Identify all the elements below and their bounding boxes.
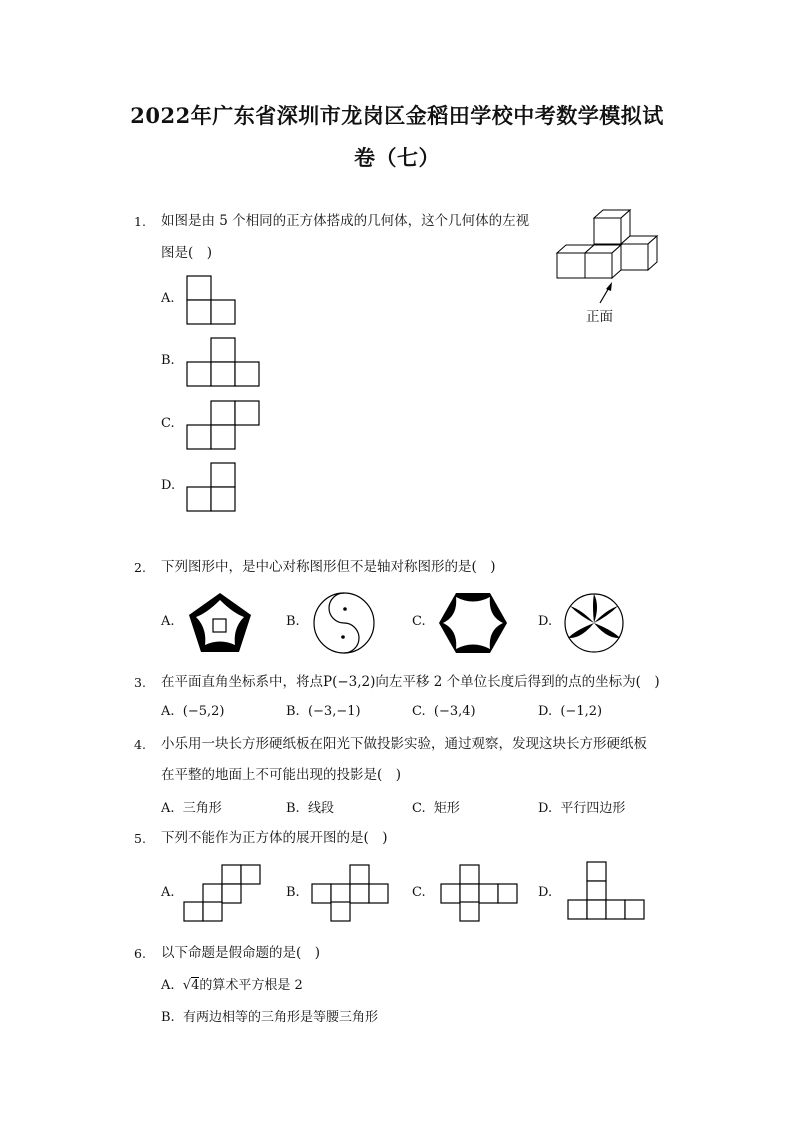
q3-option-d[interactable] [538,704,602,719]
q1-text-line2: 图是( ) [161,245,213,261]
q1-option-d-figure[interactable] [186,462,236,512]
q5-option-b-net-figure[interactable] [311,864,391,922]
q6-option-b-label: B. [161,1010,175,1025]
q4-option-b[interactable] [286,797,334,816]
q2-option-c-hexagon-figure[interactable] [438,592,508,654]
q2-option-c-label[interactable]: C. [412,614,426,629]
q4-option-a-label: A. [161,801,175,816]
q3-option-c-value: (−3,4) [433,704,476,719]
q5-number: 5. [134,831,146,846]
q2-option-b-taiji-figure[interactable] [311,592,377,654]
q1-text-line1: 如图是由 5 个相同的正方体搭成的几何体，这个几何体的左视 [161,213,530,229]
q4-option-d-value: 平行四边形 [560,801,626,816]
q2-text: 下列图形中，是中心对称图形但不是轴对称图形的是( ) [161,559,496,575]
q2-option-d-trefoil-figure[interactable] [562,592,626,654]
q3-option-b-label: B. [286,704,300,719]
q1-option-c-figure[interactable] [186,400,260,450]
q5-option-d-net-figure[interactable] [567,861,647,921]
q1-option-a-figure[interactable] [186,275,236,325]
q1-front-label: 正面 [586,309,613,325]
q4-text-line2: 在平整的地面上不可能出现的投影是( ) [161,767,402,783]
q2-option-a-label[interactable]: A. [161,614,175,629]
q2-option-a-pentagon-figure[interactable] [187,591,253,655]
q1-option-d-label[interactable]: D. [161,478,176,493]
q6-option-a-radicand: 4 [191,978,200,993]
q3-text: 在平面直角坐标系中，将点P(−3,2)向左平移 2 个单位长度后得到的点的坐标为( ) [161,674,660,690]
sqrt-sign-icon: √ [182,978,192,993]
q6-option-a-label: A. [161,978,175,993]
q5-option-c-net-figure[interactable] [440,864,520,922]
q6-option-a[interactable] [161,974,303,993]
q6-number: 6. [134,946,146,961]
q6-text: 以下命题是假命题的是( ) [161,945,321,961]
q5-option-a-label[interactable]: A. [161,885,175,900]
q3-option-a-label: A. [161,704,175,719]
q4-option-c-value: 矩形 [433,801,460,816]
q5-option-b-label[interactable]: B. [286,885,300,900]
q4-option-a-value: 三角形 [182,801,222,816]
q3-option-c[interactable] [412,704,476,719]
q3-option-d-value: (−1,2) [560,704,603,719]
q5-text: 下列不能作为正方体的展开图的是( ) [161,830,388,846]
q1-cube-figure [550,205,670,285]
q5-option-c-label[interactable]: C. [412,885,426,900]
q2-option-b-label[interactable]: B. [286,614,300,629]
q1-option-b-label[interactable]: B. [161,353,175,368]
q3-option-a[interactable] [161,704,225,719]
q3-option-b-value: (−3,−1) [307,704,361,719]
q4-text-line1: 小乐用一块长方形硬纸板在阳光下做投影实验，通过观察，发现这块长方形硬纸板 [161,736,647,752]
q6-option-a-value: 的算术平方根是 2 [199,978,303,993]
q1-option-a-label[interactable]: A. [161,291,175,306]
q6-option-b[interactable] [161,1006,378,1025]
q3-option-d-label: D. [538,704,553,719]
q5-option-a-net-figure[interactable] [183,864,263,922]
q4-option-c-label: C. [412,801,426,816]
document-title-line1: 2022年广东省深圳市龙岗区金稻田学校中考数学模拟试 [130,103,664,128]
q5-option-d-label[interactable]: D. [538,885,553,900]
q3-option-a-value: (−5,2) [182,704,225,719]
q2-number: 2. [134,560,146,575]
q3-option-b[interactable] [286,704,361,719]
q4-option-d[interactable] [538,797,625,816]
q4-option-b-value: 线段 [307,801,334,816]
q4-option-d-label: D. [538,801,553,816]
q4-option-b-label: B. [286,801,300,816]
q1-option-c-label[interactable]: C. [161,416,175,431]
q4-option-a[interactable] [161,797,222,816]
q4-number: 4. [134,737,146,752]
q2-option-d-label[interactable]: D. [538,614,553,629]
document-title-line2: 卷（七） [354,145,440,170]
q6-option-b-value: 有两边相等的三角形是等腰三角形 [182,1010,378,1025]
q3-option-c-label: C. [412,704,426,719]
q1-option-b-figure[interactable] [186,337,260,387]
q4-option-c[interactable] [412,797,460,816]
q3-number: 3. [134,675,146,690]
q1-number: 1. [134,214,146,229]
